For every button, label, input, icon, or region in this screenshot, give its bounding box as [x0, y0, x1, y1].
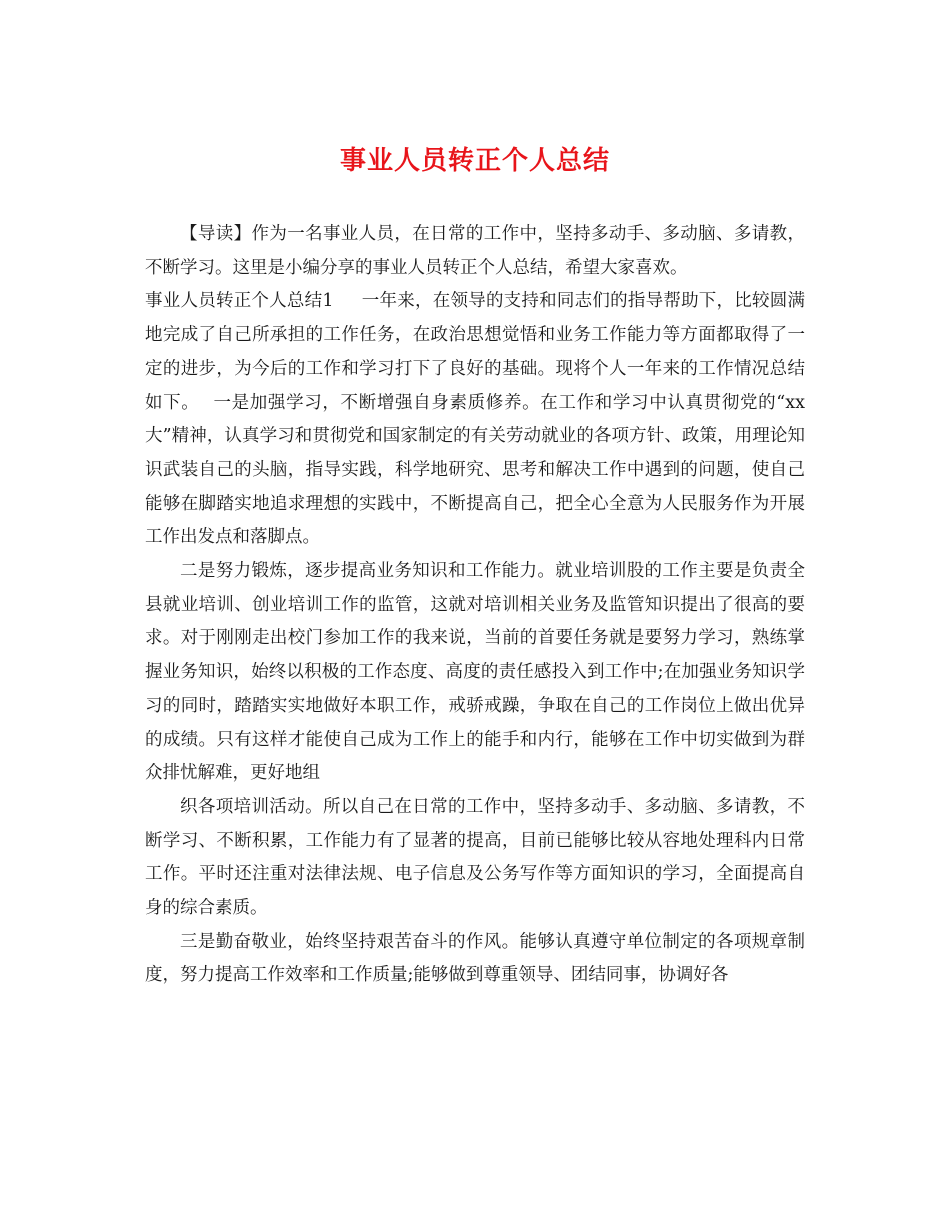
paragraph-summary-1	[145, 285, 805, 555]
section-heading: 事业人员转正个人总结1	[145, 291, 334, 312]
paragraph-second-point	[145, 555, 805, 791]
paragraph-text: 织各项培训活动。所以自己在日常的工作中，坚持多动手、多动脑、多请教，不断学习、不断积累，工作能力有了显著的提高，目前已能够比较从容地处理科内日常工作。平时还注重对法律法规、电子信息及公务写作等方面知识的学习，全面提高自身的综合素质。	[145, 796, 805, 919]
paragraph-text: 一年来，在领导的支持和同志们的指导帮助下，比较圆满地完成了自己所承担的工作任务，在政治思想觉悟和业务工作能力等方面都取得了一定的进步，为今后的工作和学习打下了良好的基础。现将个人一年来的工作情况总结如下。	[145, 291, 806, 413]
paragraph-text: 二是努力锻炼，逐步提高业务知识和工作能力。就业培训股的工作主要是负责全县就业培训、创业培训工作的监管，这就对培训相关业务及监管知识提出了很高的要求。对于刚刚走出校门参加工作的我来说，当前的首要任务就是要努力学习，熟练掌握业务知识，始终以积极的工作态度、高度的责任感投入到工作中;在加强业务知识学习的同时，踏踏实实地做好本职工作，戒骄戒躁，争取在自己的工作岗位上做出优异的成绩。只有这样才能使自己成为工作上的能手和内行，能够在工作中切实做到为群众排忧解难，更好地组	[145, 561, 805, 784]
paragraph-third-point	[145, 926, 805, 993]
paragraph-continuation	[145, 791, 805, 926]
paragraph-text: 【导读】作为一名事业人员，在日常的工作中，坚持多动手、多动脑、多请教，不断学习。这里是小编分享的事业人员转正个人总结，希望大家喜欢。	[145, 224, 805, 278]
paragraph-text: 一是加强学习，不断增强自身素质修养。在工作和学习中认真贯彻党的“xx大”精神，认真学习和贯彻党和国家制定的有关劳动就业的各项方针、政策，用理论知识武装自己的头脑，指导实践，科学地研究、思考和解决工作中遇到的问题，使自己能够在脚踏实地追求理想的实践中，不断提高自己，把全心全意为人民服务作为开展工作出发点和落脚点。	[145, 392, 805, 548]
paragraph-intro	[145, 218, 805, 285]
paragraph-text: 三是勤奋敬业，始终坚持艰苦奋斗的作风。能够认真遵守单位制定的各项规章制度，努力提高工作效率和工作质量;能够做到尊重领导、团结同事，协调好各	[145, 931, 805, 986]
document-title: 事业人员转正个人总结	[339, 146, 610, 176]
document-body	[145, 218, 805, 993]
